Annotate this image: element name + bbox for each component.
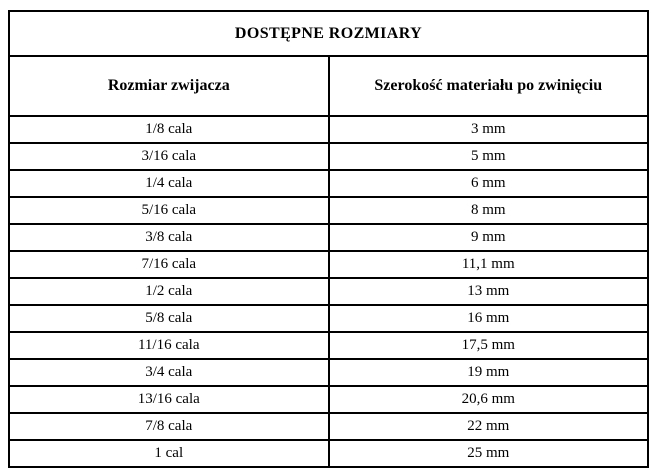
table-row <box>9 359 648 386</box>
reel-size-cell: 3/16 cala <box>9 143 329 170</box>
width-cell: 3 mm <box>329 116 649 143</box>
table-row <box>9 224 648 251</box>
width-cell: 22 mm <box>329 413 649 440</box>
width-cell: 25 mm <box>329 440 649 467</box>
title-row <box>9 11 648 56</box>
reel-size-cell: 1/2 cala <box>9 278 329 305</box>
sizes-table <box>8 10 649 468</box>
reel-size-cell: 13/16 cala <box>9 386 329 413</box>
reel-size-cell: 5/8 cala <box>9 305 329 332</box>
table-row <box>9 143 648 170</box>
table-row <box>9 278 648 305</box>
table-row <box>9 332 648 359</box>
width-cell: 13 mm <box>329 278 649 305</box>
reel-size-cell: 7/16 cala <box>9 251 329 278</box>
reel-size-cell: 7/8 cala <box>9 413 329 440</box>
table-row <box>9 251 648 278</box>
width-cell: 20,6 mm <box>329 386 649 413</box>
table-row <box>9 386 648 413</box>
width-cell: 8 mm <box>329 197 649 224</box>
table-title: DOSTĘPNE ROZMIARY <box>9 11 648 56</box>
header-row <box>9 56 648 116</box>
reel-size-cell: 1/4 cala <box>9 170 329 197</box>
reel-size-cell: 5/16 cala <box>9 197 329 224</box>
table-row <box>9 413 648 440</box>
width-cell: 11,1 mm <box>329 251 649 278</box>
reel-size-cell: 3/8 cala <box>9 224 329 251</box>
reel-size-cell: 11/16 cala <box>9 332 329 359</box>
width-cell: 17,5 mm <box>329 332 649 359</box>
table-row <box>9 116 648 143</box>
table-row <box>9 170 648 197</box>
reel-size-cell: 3/4 cala <box>9 359 329 386</box>
width-cell: 19 mm <box>329 359 649 386</box>
table-row <box>9 197 648 224</box>
width-cell: 6 mm <box>329 170 649 197</box>
width-cell: 16 mm <box>329 305 649 332</box>
reel-size-cell: 1 cal <box>9 440 329 467</box>
table-row <box>9 305 648 332</box>
table-row <box>9 440 648 467</box>
reel-size-cell: 1/8 cala <box>9 116 329 143</box>
width-cell: 5 mm <box>329 143 649 170</box>
width-cell: 9 mm <box>329 224 649 251</box>
column-header-material-width: Szerokość materiału po zwinięciu <box>329 56 649 116</box>
column-header-reel-size: Rozmiar zwijacza <box>9 56 329 116</box>
